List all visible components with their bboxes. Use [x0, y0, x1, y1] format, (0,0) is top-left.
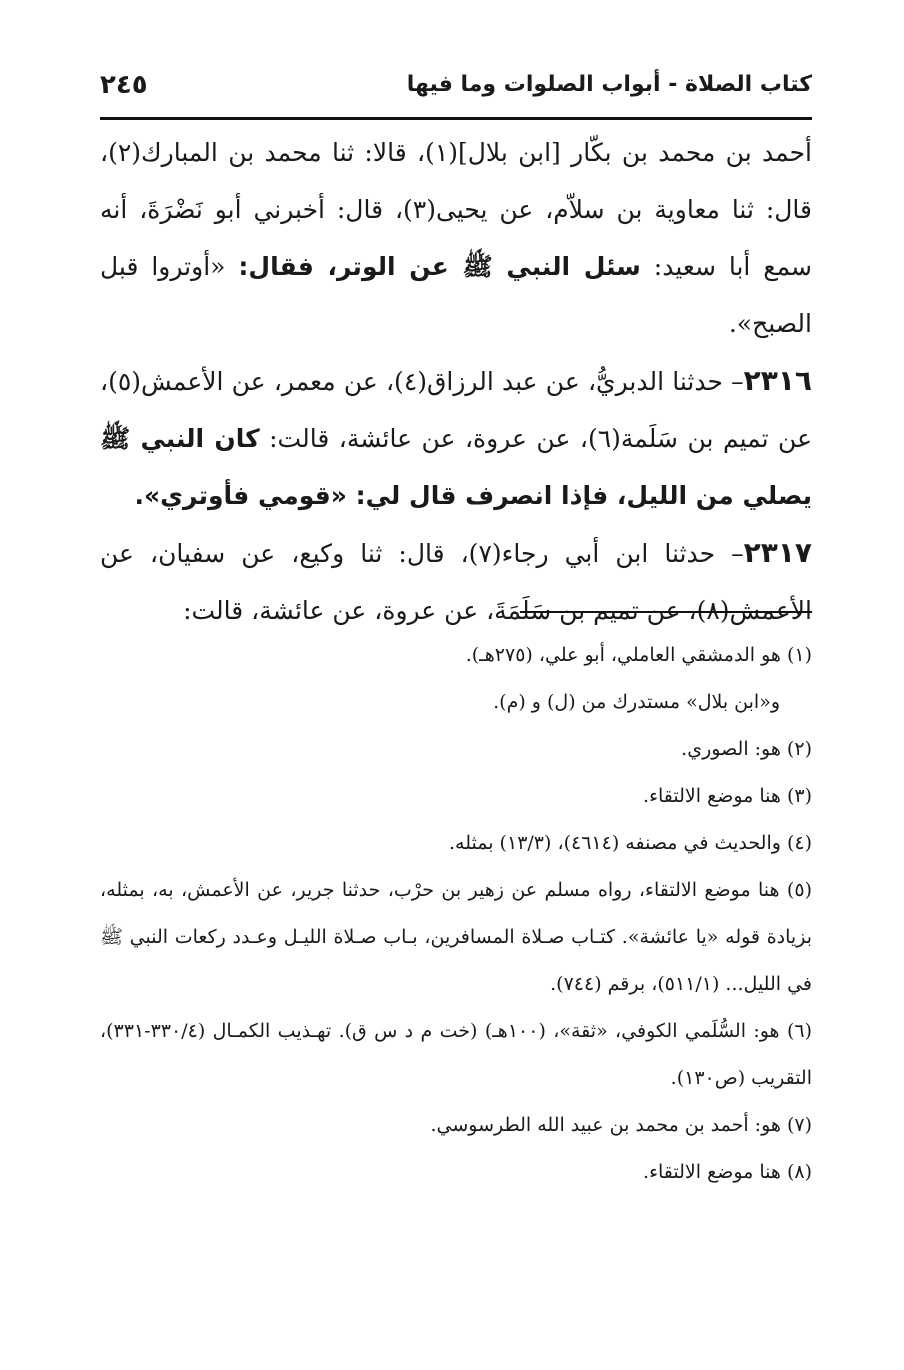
footnote-5: (٥) هنا موضع الالتقاء، رواه مسلم عن زهير بن حرْب، حدثنا جرير، عن الأعمش، به، بمثله، بزيادة قوله «يا عائشة». كتـاب صـلاة المسافرين، بـاب صـلاة الليـل وعـدد ركعات النبي ﷺ في الليل... (٥١١/١)، برقم (٧٤٤). [100, 879, 812, 995]
running-title: كتاب الصلاة - أبواب الصلوات وما فيها [406, 72, 812, 97]
main-text [100, 124, 812, 639]
header-rule [100, 117, 812, 120]
footnote-4: (٤) والحديث في مصنفه (٤٦١٤)، (١٣/٣) بمثله. [449, 832, 812, 854]
hadith-2317 [100, 524, 812, 639]
footnote-8: (٨) هنا موضع الالتقاء. [643, 1161, 812, 1183]
page-header [100, 70, 812, 110]
paragraph-1-bold: سئل النبي ﷺ عن الوتر، فقال: [238, 252, 641, 281]
footnote-3: (٣) هنا موضع الالتقاء. [643, 785, 812, 807]
hadith-2316 [100, 352, 812, 524]
hadith-2316-text: – حدثنا الدبريُّ، عن عبد الرزاق(٤)، عن معمر، عن الأعمش(٥)، عن تميم بن سَلَمة(٦)، عن عروة، عن عائشة، قالت: [100, 367, 812, 453]
footnote-6: (٦) هو: السُّلَمي الكوفي، «ثقة»، (١٠٠هـ) (خت م د س ق). تهـذيب الكمـال (٣٣٠/٤-٣٣١)، التقريب (ص١٣٠). [100, 1020, 812, 1089]
page-number: ٢٤٥ [100, 70, 148, 100]
hadith-number-2316: ٢٣١٦ [743, 364, 812, 397]
paragraph-1-quote: «أوتروا قبل الصبح». [100, 252, 812, 338]
footnote-1: (١) هو الدمشقي العاملي، أبو علي، (٢٧٥هـ). [465, 644, 812, 666]
footnotes [100, 632, 812, 1196]
paragraph-1 [100, 124, 812, 352]
footnote-7: (٧) هو: أحمد بن محمد بن عبيد الله الطرسوسي. [430, 1114, 812, 1136]
hadith-2317-text: – حدثنا ابن أبي رجاء(٧)، قال: ثنا وكيع، عن سفيان، عن الأعمش(٨)، عن تميم بن سَلَمَةَ، عن عروة، عن عائشة، قالت: [100, 539, 812, 625]
hadith-2316-bold: كان النبي ﷺ يصلي من الليل، فإذا انصرف قال لي: «قومي فأوتري». [100, 424, 812, 510]
footnote-2: (٢) هو: الصوري. [681, 738, 812, 760]
hadith-number-2317: ٢٣١٧ [743, 536, 813, 569]
footnote-separator [520, 611, 812, 613]
paragraph-1-text: أحمد بن محمد بن بكّار [ابن بلال](١)، قالا: ثنا محمد بن المبارك(٢)، قال: ثنا معاوية بن سلاّم، عن يحيى(٣)، قال: أخبرني أبو نَضْرَةَ، أنه سمع أبا سعيد: [100, 138, 812, 281]
footnote-1-continuation: و«ابن بلال» مستدرك من (ل) و (م). [493, 691, 780, 713]
